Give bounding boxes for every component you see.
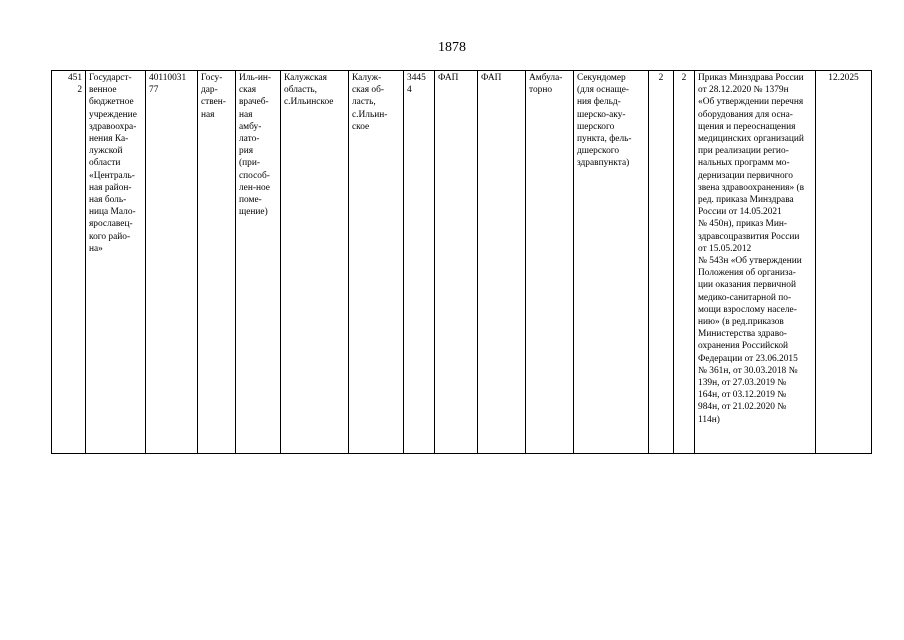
quantity-available-cell: 2 <box>674 71 695 454</box>
row-number-cell: 451 2 <box>52 71 86 454</box>
type-cell-2: ФАП <box>478 71 526 454</box>
legal-basis-cell: Приказ Минздрава России от 28.12.2020 № 1379н «Об утверждении перечня оборудования для осна- щения и переоснащения медицинских организаций при реализации регио- нальных программ мо- дернизации первичного звена здравоохранения» (в ред. приказа Минздрава России от 14.05.2021 № 450н), приказ Мин- здравсоцразвития России от 15.05.2012 № 543н «Об утверждении Положения об организа- ции оказания первичной медико-санитарной по- мощи взрослому населе- нию» (в ред.приказов Министерства здраво- охранения Российской Федерации от 23.06.2015 № 361н, от 30.03.2018 № 139н, от 27.03.2019 № 164н, от 03.12.2019 № 984н, от 21.02.2020 № 114н) <box>695 71 816 454</box>
ownership-cell: Госу- дар- ствен- ная <box>198 71 236 454</box>
equipment-cell: Секундомер (для оснаще- ния фельд- шерско-аку- шерского пункта, фель- дшерского здравпункта) <box>574 71 649 454</box>
address-cell: Калужская область, с.Ильинское <box>281 71 349 454</box>
facility-cell: Иль-ин- ская врачеб- ная амбу- лато- рия (при- способ- лен-ное поме- щение) <box>236 71 281 454</box>
deadline-cell: 12.2025 <box>816 71 872 454</box>
table-row <box>52 71 872 454</box>
type-cell-1: ФАП <box>435 71 478 454</box>
quantity-required-cell: 2 <box>649 71 674 454</box>
locality-cell: Калуж- ская об- ласть, с.Ильин- ское <box>349 71 404 454</box>
equipment-registry-table <box>51 70 872 454</box>
organization-cell: Государст- венное бюджетное учреждение здравоохра- нения Ка- лужской области «Централь- ная район- ная боль- ница Мало- ярославец- кого райо- на» <box>86 71 146 454</box>
code-cell: 3445 4 <box>404 71 435 454</box>
page-number: 1878 <box>438 40 466 55</box>
inn-cell: 40110031 77 <box>146 71 198 454</box>
care-unit-cell: Амбула- торно <box>526 71 574 454</box>
